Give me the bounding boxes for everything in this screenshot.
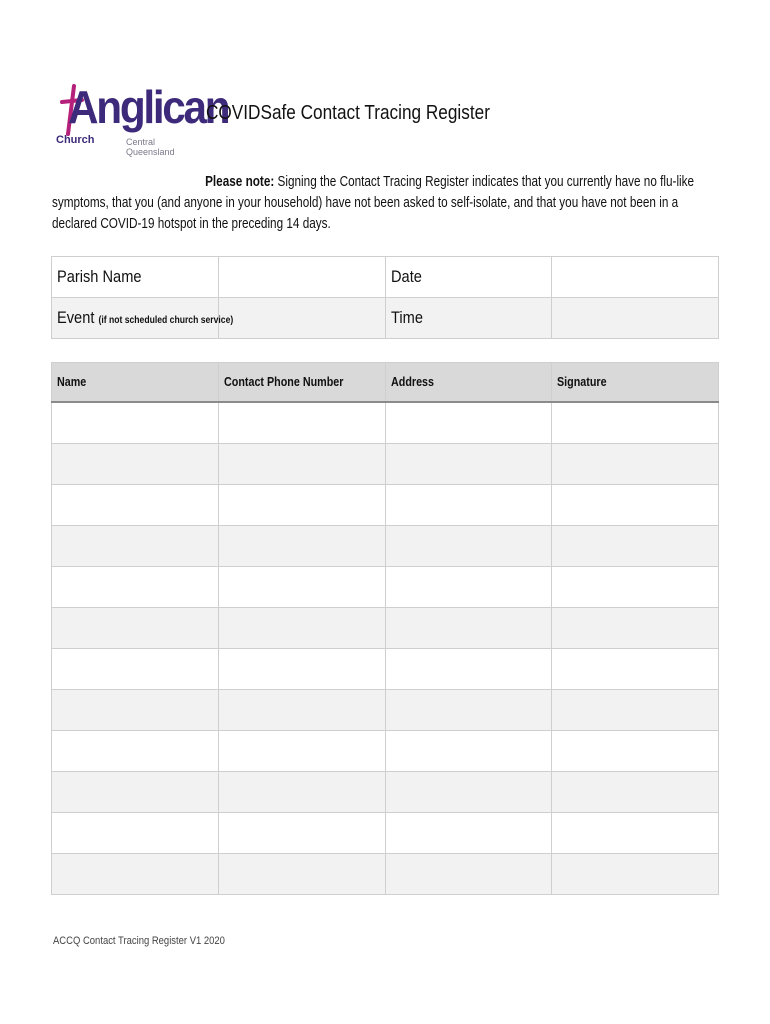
signature-cell[interactable] — [552, 813, 719, 854]
parish-name-label-cell — [52, 257, 219, 298]
signature-cell[interactable] — [552, 649, 719, 690]
parish-name-field[interactable] — [219, 257, 386, 298]
event-sublabel: (if not scheduled church service) — [98, 315, 234, 326]
address-cell[interactable] — [386, 690, 552, 731]
phone-cell[interactable] — [219, 608, 386, 649]
register-header-row — [52, 363, 719, 403]
register-body — [52, 402, 719, 895]
event-info-table — [51, 256, 719, 339]
event-label-group — [57, 308, 233, 328]
address-cell[interactable] — [386, 813, 552, 854]
name-cell[interactable] — [52, 813, 219, 854]
name-cell[interactable] — [52, 854, 219, 895]
address-cell[interactable] — [386, 485, 552, 526]
signature-cell[interactable] — [552, 772, 719, 813]
phone-cell[interactable] — [219, 772, 386, 813]
column-header-name: Name — [52, 363, 219, 403]
parish-name-label: Parish Name — [57, 267, 142, 286]
signature-cell[interactable] — [552, 485, 719, 526]
date-field[interactable] — [552, 257, 719, 298]
address-cell[interactable] — [386, 567, 552, 608]
date-label: Date — [391, 267, 422, 286]
register-row — [52, 854, 719, 895]
register-row — [52, 649, 719, 690]
column-header-phone: Contact Phone Number — [219, 363, 386, 403]
register-row — [52, 485, 719, 526]
register-row — [52, 608, 719, 649]
name-cell[interactable] — [52, 608, 219, 649]
address-cell[interactable] — [386, 444, 552, 485]
register-row — [52, 690, 719, 731]
name-cell[interactable] — [52, 485, 219, 526]
register-row — [52, 772, 719, 813]
signature-cell[interactable] — [552, 608, 719, 649]
address-cell[interactable] — [386, 526, 552, 567]
signature-cell[interactable] — [552, 444, 719, 485]
address-cell[interactable] — [386, 649, 552, 690]
address-cell[interactable] — [386, 608, 552, 649]
signature-cell[interactable] — [552, 526, 719, 567]
time-label-cell — [386, 298, 552, 339]
address-cell[interactable] — [386, 402, 552, 444]
register-row — [52, 526, 719, 567]
note-text: Signing the Contact Tracing Register indicates that you currently have no flu-like symptoms, that you (and anyone in your household) have not been asked to self-isolate, and that you have not been in a declared COVID-19 hotspot in the preceding 14 days. — [52, 174, 695, 232]
signature-cell[interactable] — [552, 854, 719, 895]
phone-cell[interactable] — [219, 402, 386, 444]
phone-cell[interactable] — [219, 690, 386, 731]
register-row — [52, 731, 719, 772]
phone-cell[interactable] — [219, 813, 386, 854]
address-cell[interactable] — [386, 731, 552, 772]
event-field[interactable] — [219, 298, 386, 339]
name-cell[interactable] — [52, 772, 219, 813]
signature-cell[interactable] — [552, 567, 719, 608]
phone-cell[interactable] — [219, 444, 386, 485]
address-cell[interactable] — [386, 772, 552, 813]
phone-cell[interactable] — [219, 731, 386, 772]
date-label-cell — [386, 257, 552, 298]
register-row — [52, 444, 719, 485]
event-label: Event — [57, 308, 95, 327]
phone-cell[interactable] — [219, 649, 386, 690]
please-note-paragraph — [52, 172, 700, 235]
register-row — [52, 402, 719, 444]
phone-cell[interactable] — [219, 567, 386, 608]
event-label-cell — [52, 298, 234, 339]
name-cell[interactable] — [52, 402, 219, 444]
contact-register-table — [51, 362, 719, 895]
column-header-signature: Signature — [552, 363, 719, 403]
name-cell[interactable] — [52, 731, 219, 772]
phone-cell[interactable] — [219, 526, 386, 567]
name-cell[interactable] — [52, 690, 219, 731]
signature-cell[interactable] — [552, 731, 719, 772]
time-label: Time — [391, 308, 423, 327]
phone-cell[interactable] — [219, 854, 386, 895]
address-cell[interactable] — [386, 854, 552, 895]
anglican-church-logo — [56, 76, 229, 157]
note-label: Please note: — [205, 174, 275, 190]
logo-wordmark: Anglican — [68, 81, 229, 133]
register-row — [52, 813, 719, 854]
logo-church-label: Church — [56, 134, 95, 146]
column-header-address: Address — [386, 363, 552, 403]
signature-cell[interactable] — [552, 402, 719, 444]
name-cell[interactable] — [52, 649, 219, 690]
time-field[interactable] — [552, 298, 719, 339]
name-cell[interactable] — [52, 526, 219, 567]
name-cell[interactable] — [52, 444, 219, 485]
phone-cell[interactable] — [219, 485, 386, 526]
name-cell[interactable] — [52, 567, 219, 608]
footer-version: ACCQ Contact Tracing Register V1 2020 — [53, 935, 225, 947]
logo-region-label: Central Queensland — [126, 137, 175, 157]
register-row — [52, 567, 719, 608]
signature-cell[interactable] — [552, 690, 719, 731]
document-title: COVIDSafe Contact Tracing Register — [206, 102, 490, 124]
